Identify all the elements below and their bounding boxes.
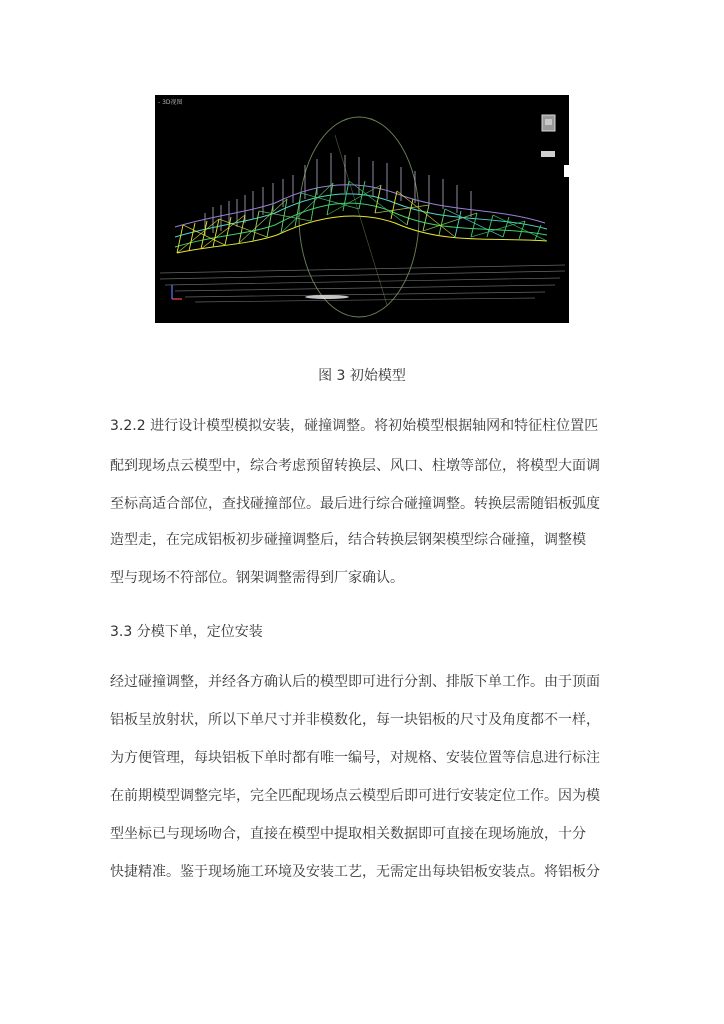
view-cube-icon[interactable] — [542, 115, 555, 131]
model-figure — [155, 95, 569, 323]
paragraph-line: 在前期模型调整完毕，完全匹配现场点云模型后即可进行安装定位工作。因为模 — [110, 788, 600, 804]
paragraph-line: 3.2.2 进行设计模型模拟安装，碰撞调整。将初始模型根据轴网和特征柱位置匹 — [110, 418, 599, 434]
point-cloud-ellipse — [299, 117, 419, 317]
viewport-label: - 3D视图 — [158, 99, 183, 106]
paragraph-line: 至标高适合部位，查找碰撞部位。最后进行综合碰撞调整。转换层需随铝板弧度 — [110, 496, 600, 512]
roof-mesh-diagonals — [177, 181, 547, 253]
side-tab-icon[interactable] — [564, 165, 569, 177]
paragraph-line: 型与现场不符部位。钢架调整需得到厂家确认。 — [110, 570, 404, 586]
paragraph-line: 铝板呈放射状，所以下单尺寸并非模数化，每一块铝板的尺寸及角度都不一样， — [110, 712, 600, 728]
paragraph-line: 型坐标已与现场吻合，直接在模型中提取相关数据即可直接在现场施放，十分 — [110, 826, 586, 842]
paragraph-line: 经过碰撞调整，并经各方确认后的模型即可进行分割、排版下单工作。由于顶面 — [110, 674, 600, 690]
paragraph-line: 为方便管理，每块铝板下单时都有唯一编号，对规格、安装位置等信息进行标注 — [110, 750, 600, 766]
axis-gizmo-icon — [172, 285, 182, 299]
paragraph-line: 造型走，在完成铝板初步碰撞调整后，结合转换层钢架模型综合碰撞，调整模 — [110, 532, 586, 548]
reference-line — [335, 135, 387, 305]
nav-bar-icon[interactable] — [541, 151, 555, 157]
ground-point-cloud — [160, 265, 565, 302]
figure-caption: 图 3 初始模型 — [318, 368, 406, 384]
ground-highlight — [305, 295, 349, 299]
paragraph-line: 配到现场点云模型中，综合考虑预留转换层、风口、柱墩等部位，将模型大面调 — [110, 458, 600, 474]
paragraph-line: 快捷精准。鉴于现场施工环境及安装工艺，无需定出每块铝板安装点。将铝板分 — [110, 864, 600, 880]
model-render — [155, 95, 569, 323]
section-heading: 3.3 分模下单，定位安装 — [110, 624, 263, 640]
